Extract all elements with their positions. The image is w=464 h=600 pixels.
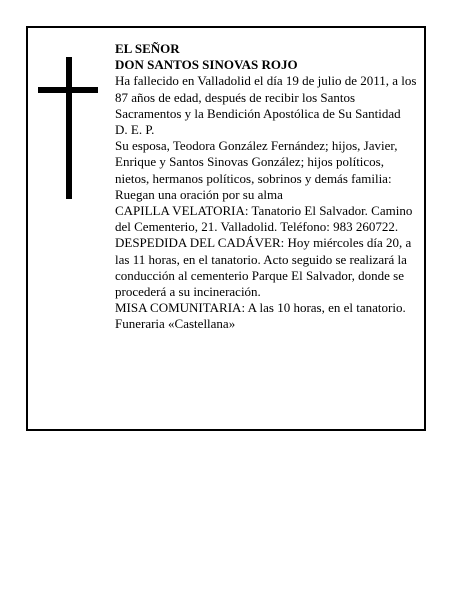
cross-vertical-bar xyxy=(66,57,72,199)
prayer-request: Ruegan una oración por su alma xyxy=(115,186,283,202)
death-announcement: Ha fallecido en Valladolid el día 19 de julio de 2011, a los 87 años de edad, después de recibir los Santos Sacramentos y la Bendición Apostólica de Su Santidad xyxy=(115,73,417,121)
latin-cross-icon xyxy=(38,57,98,199)
rip-line: D. E. P. xyxy=(115,122,155,138)
chapel-info: CAPILLA VELATORIA: Tanatorio El Salvador. Camino del Cementerio, 21. Valladolid. Teléfono: 983 260722. xyxy=(115,203,413,235)
title-line-1: EL SEÑOR xyxy=(115,41,180,56)
funeral-home: Funeraria «Castellana» xyxy=(115,316,236,332)
family-list: Su esposa, Teodora González Fernández; hijos, Javier, Enrique y Santos Sinovas González; hijos políticos, nietos, hermanos políticos, sobrinos y demás familia: xyxy=(115,138,398,186)
obituary-text xyxy=(115,41,420,333)
farewell-info: DESPEDIDA DEL CADÁVER: Hoy miércoles día 20, a las 11 horas, en el tanatorio. Acto seguido se realizará la conducción al cementerio Parque El Salvador, donde se procederá a su incineración. xyxy=(115,235,412,300)
cross-horizontal-bar xyxy=(38,87,98,93)
deceased-name: DON SANTOS SINOVAS ROJO xyxy=(115,57,298,73)
mass-info: MISA COMUNITARIA: A las 10 horas, en el tanatorio. xyxy=(115,300,406,316)
obituary-notice xyxy=(26,26,426,431)
